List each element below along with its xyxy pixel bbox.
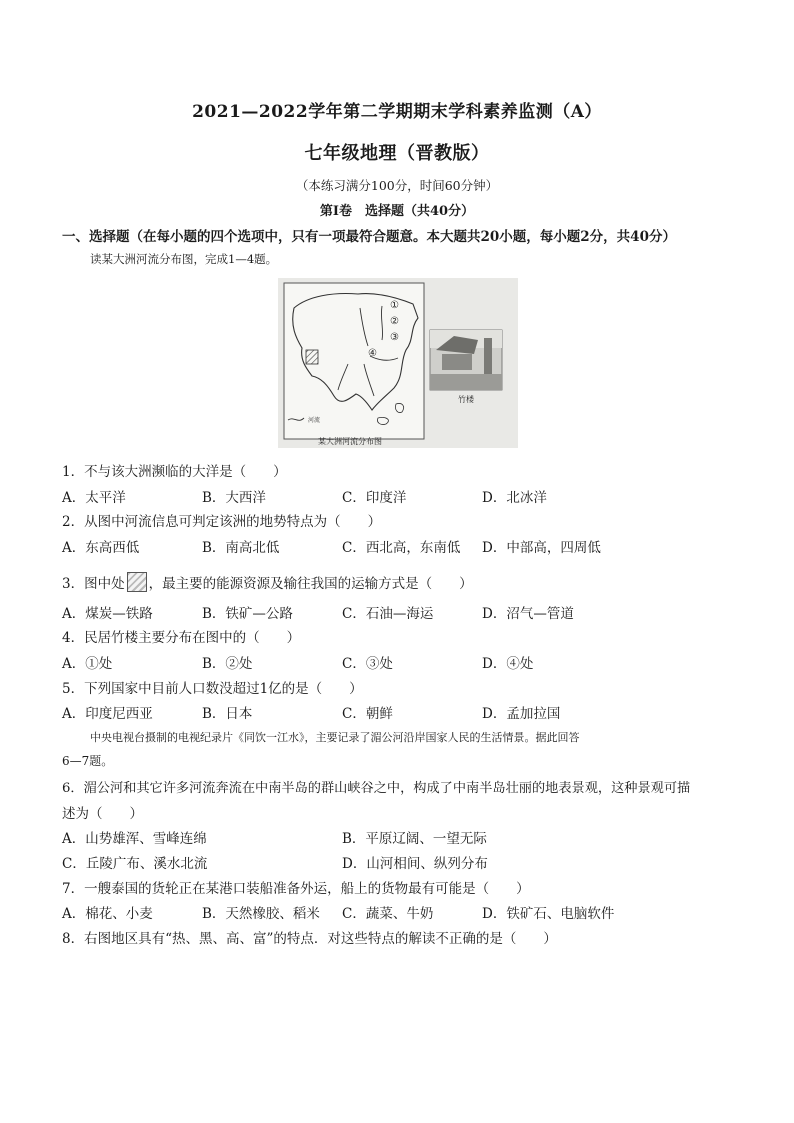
- hatched-area-icon: [127, 572, 147, 592]
- question-3-options: [62, 602, 752, 622]
- option-c[interactable]: C．印度洋: [342, 490, 407, 506]
- question-4: 4．民居竹楼主要分布在图中的（ ）: [62, 630, 301, 646]
- hatched-region: [306, 350, 318, 364]
- option-d[interactable]: D．沼气—管道: [482, 606, 574, 622]
- option-c[interactable]: C．石油—海运: [342, 606, 434, 622]
- section-heading: 一、选择题（在每小题的四个选项中，只有一项最符合题意。本大题共20小题，每小题2分，共40分）: [62, 229, 676, 245]
- option-d[interactable]: D．山河相间、纵列分布: [342, 856, 488, 872]
- passage-intro-line2: 6—7题。: [62, 754, 114, 768]
- question-6-line1: 6．湄公河和其它许多河流奔流在中南半岛的群山峡谷之中，构成了中南半岛壮丽的地表景观，这种景观可描: [62, 781, 691, 796]
- question-1: 1．不与该大洲濒临的大洋是（ ）: [62, 464, 287, 480]
- marker-1: ①: [390, 300, 399, 311]
- question-7-options: [62, 902, 752, 922]
- option-c[interactable]: C．西北高，东南低: [342, 540, 461, 556]
- question-5-options: [62, 702, 752, 722]
- option-a[interactable]: A．印度尼西亚: [62, 706, 153, 722]
- option-d[interactable]: D．④处: [482, 656, 534, 672]
- question-6-line2: 述为（ ）: [62, 806, 143, 822]
- question-3: [62, 572, 473, 592]
- marker-3: ③: [390, 332, 399, 343]
- section-intro: 读某大洲河流分布图，完成1—4题。: [90, 252, 278, 266]
- option-a[interactable]: A．①处: [62, 656, 113, 672]
- marker-2: ②: [390, 316, 399, 327]
- passage-intro-line1: 中央电视台摄制的电视纪录片《同饮一江水》，主要记录了湄公河沿岸国家人民的生活情景。据此回答: [90, 731, 580, 744]
- question-4-options: [62, 652, 752, 672]
- option-a[interactable]: A．太平洋: [62, 490, 126, 506]
- option-d[interactable]: D．孟加拉国: [482, 706, 561, 722]
- option-b[interactable]: B．铁矿—公路: [202, 606, 293, 622]
- photo-caption: 竹楼: [458, 395, 474, 404]
- question-8: 8．右图地区具有“热、黑、高、富”的特点．对这些特点的解读不正确的是（ ）: [62, 931, 557, 947]
- option-c[interactable]: C．③处: [342, 656, 393, 672]
- option-a[interactable]: A．煤炭—铁路: [62, 606, 153, 622]
- option-b[interactable]: B．平原辽阔、一望无际: [342, 831, 487, 847]
- photo-house: [442, 354, 472, 370]
- question-7: 7．一艘泰国的货轮正在某港口装船准备外运，船上的货物最有可能是（ ）: [62, 881, 530, 897]
- river-map-figure: [278, 278, 518, 448]
- option-b[interactable]: B．南高北低: [202, 540, 280, 556]
- exam-note: （本练习满分100分，时间60分钟）: [295, 178, 499, 193]
- option-d[interactable]: D．北冰洋: [482, 490, 547, 506]
- option-d[interactable]: D．铁矿石、电脑软件: [482, 906, 615, 922]
- question-1-options: [62, 486, 752, 506]
- option-a[interactable]: A．棉花、小麦: [62, 906, 153, 922]
- question-6-options-row2: [62, 852, 752, 872]
- option-c[interactable]: C．丘陵广布、溪水北流: [62, 856, 208, 872]
- question-2-options: [62, 536, 752, 556]
- option-b[interactable]: B．天然橡胶、稻米: [202, 906, 320, 922]
- option-b[interactable]: B．②处: [202, 656, 253, 672]
- option-b[interactable]: B．大西洋: [202, 490, 266, 506]
- option-b[interactable]: B．日本: [202, 706, 253, 722]
- photo-ground: [430, 374, 502, 390]
- question-3-stem-end: ，最主要的能源资源及输往我国的运输方式是（ ）: [148, 576, 473, 592]
- option-c[interactable]: C．蔬菜、牛奶: [342, 906, 434, 922]
- map-caption: 某大洲河流分布图: [318, 437, 382, 446]
- legend-river-label: 河流: [308, 417, 321, 424]
- option-a[interactable]: A．山势雄浑、雪峰连绵: [62, 831, 207, 847]
- option-c[interactable]: C．朝鲜: [342, 706, 393, 722]
- photo-tree: [484, 338, 492, 378]
- question-3-stem-start: 3．图中处: [62, 576, 125, 592]
- part-heading: 第Ⅰ卷 选择题（共40分）: [319, 204, 475, 219]
- question-6-options-row1: [62, 827, 752, 847]
- exam-title: 2021—2022学年第二学期期末学科素养监测（A）: [192, 102, 602, 122]
- option-a[interactable]: A．东高西低: [62, 540, 140, 556]
- marker-4: ④: [368, 348, 377, 359]
- question-2: 2．从图中河流信息可判定该洲的地势特点为（ ）: [62, 514, 382, 530]
- exam-subject: 七年级地理（晋教版）: [304, 143, 490, 164]
- option-d[interactable]: D．中部高，四周低: [482, 540, 601, 556]
- question-5: 5．下列国家中目前人口数没超过1亿的是（ ）: [62, 681, 363, 697]
